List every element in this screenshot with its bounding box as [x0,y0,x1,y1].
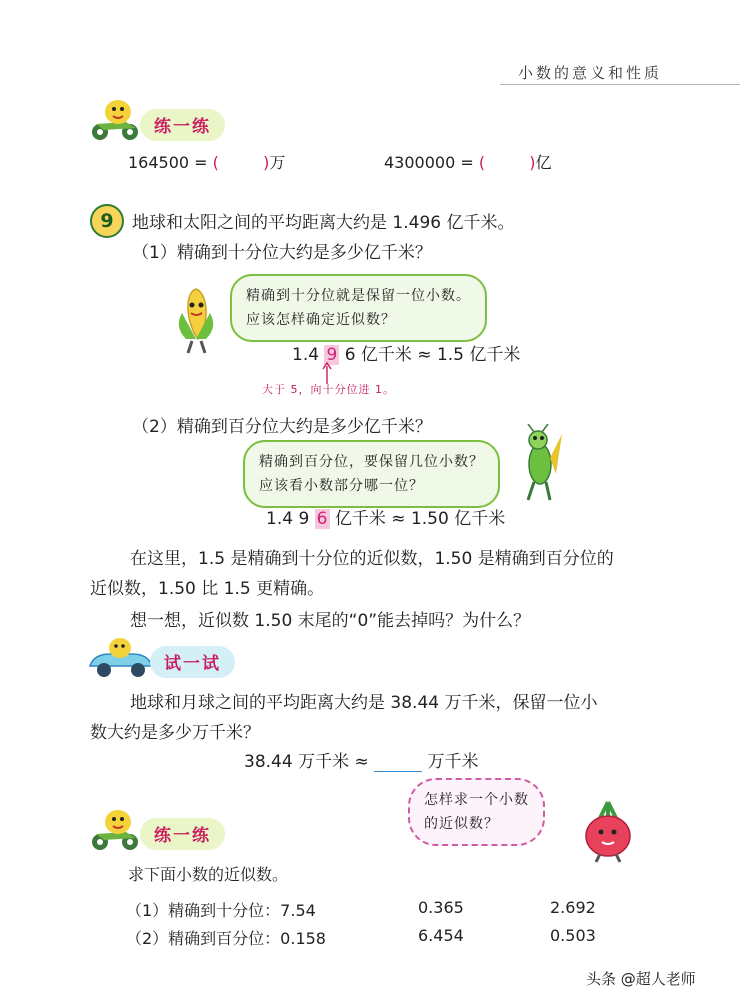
part1-eq-prefix: 1.4 [292,345,320,365]
hint-bubble-1-line2: 应该怎样确定近似数？ [246,312,396,328]
trial-label: 试一试 [150,646,235,678]
trial-eq-unit: 万千米 [427,752,479,772]
practice-label-2: 练一练 [140,818,225,850]
hint-bubble-3 [408,778,545,846]
trial-eq-left: 38.44 万千米 ≈ [244,752,369,772]
practice-label: 练一练 [140,109,225,141]
hint-bubble-2 [243,440,500,508]
exercise-1-number: 164500 = [128,153,208,172]
cartoon-bike-icon [86,98,146,142]
corn-mascot-icon [168,283,224,355]
explain-line-2: 近似数，1.50 比 1.5 更精确。 [90,579,325,599]
header-rule [500,84,740,85]
hint-bubble-2-line2: 应该看小数部分哪一位？ [259,478,424,494]
example-number-badge: 9 [90,204,124,238]
page-header-title: 小数的意义和性质 [517,64,662,82]
cartoon-car-icon [86,636,156,680]
exercise-2-open-paren: ( [478,153,486,172]
exercise-1-unit: 万 [269,153,286,172]
exercise-2-unit: 亿 [535,153,552,172]
exercise-2-number: 4300000 = [384,153,474,172]
practice2-row-1-value-3: 2.692 [550,898,596,917]
practice2-row-2-label: （2）精确到百分位：0.158 [126,929,326,948]
practice2-row-2-value-3: 0.503 [550,926,596,945]
part1-question: （1）精确到十分位大约是多少亿千米？ [132,243,432,263]
exercise-1 [128,150,285,173]
practice2-row-1-label: （1）精确到十分位：7.54 [126,901,316,920]
watermark: 头条 @超人老师 [586,970,696,988]
part2-question: （2）精确到百分位大约是多少亿千米？ [132,417,432,437]
part1-eq-suffix: 6 亿千米 ≈ 1.5 亿千米 [344,345,521,365]
exercise-1-open-paren: ( [212,153,219,172]
exercise-1-close-paren: ) [263,153,270,172]
part2-equation [266,504,505,529]
trial-line-1: 地球和月球之间的平均距离大约是 38.44 万千米，保留一位小 [130,693,598,713]
example-statement: 地球和太阳之间的平均距离大约是 1.496 亿千米。 [132,213,515,233]
think-question: 想一想，近似数 1.50 末尾的“0”能去掉吗？为什么？ [130,611,531,631]
part1-eq-highlight-digit: 9 [326,345,338,365]
trial-equation [244,747,479,772]
grasshopper-mascot-icon [516,424,566,504]
exercise-2 [384,150,552,173]
trial-answer-blank [374,753,422,772]
part2-eq-highlight-digit: 6 [316,509,328,529]
rounding-note: 大于 5，向十分位进 1。 [262,383,395,396]
practice2-row-1-value-2: 0.365 [418,898,464,917]
cartoon-bike-icon-2 [86,808,146,852]
trial-line-2: 数大约是多少万千米？ [90,723,260,743]
exercise-2-close-paren: ) [529,153,536,172]
hint-bubble-3-line2: 的近似数？ [424,816,499,832]
practice2-row-2-value-2: 6.454 [418,926,464,945]
part2-eq-prefix: 1.4 9 [266,509,310,529]
part2-eq-suffix: 亿千米 ≈ 1.50 亿千米 [334,509,506,529]
explain-line-1: 在这里，1.5 是精确到十分位的近似数，1.50 是精确到百分位的 [130,549,614,569]
hint-bubble-3-line1: 怎样求一个小数 [424,792,529,808]
radish-mascot-icon [580,800,636,864]
hint-bubble-2-line1: 精确到百分位，要保留几位小数？ [259,454,484,470]
hint-bubble-1-line1: 精确到十分位就是保留一位小数。 [246,288,471,304]
hint-bubble-1 [230,274,487,342]
practice2-intro: 求下面小数的近似数。 [128,865,289,884]
